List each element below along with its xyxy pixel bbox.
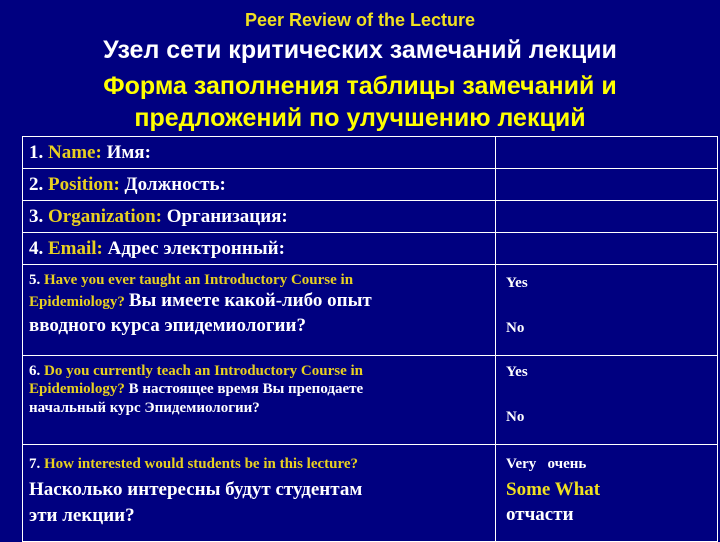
question-ru-line2: начальный курс Эпидемиологии? [29, 400, 260, 416]
field-label-cell [23, 201, 496, 233]
field-label-ru: Организация: [166, 206, 288, 227]
question-cell [23, 265, 496, 356]
answer-some-what[interactable]: Some What [506, 479, 601, 500]
field-label-ru: Должность: [124, 174, 226, 195]
question-number: 7. [29, 456, 41, 472]
field-row-organization [23, 201, 718, 233]
subtitle: Peer Review of the Lecture [244, 10, 476, 30]
answer-no[interactable]: No [506, 409, 525, 425]
field-label-cell [23, 169, 496, 201]
field-label-en: Name: [48, 142, 102, 163]
field-label-en: Email: [48, 238, 103, 259]
field-row-name [23, 137, 718, 169]
field-label-cell [23, 137, 496, 169]
field-label-en: Organization: [48, 206, 162, 227]
question-row-7 [23, 445, 718, 542]
field-label-en: Position: [48, 174, 120, 195]
name-input-cell[interactable] [496, 137, 718, 169]
email-input-cell[interactable] [496, 233, 718, 265]
field-row-email [23, 233, 718, 265]
answer-very-ru[interactable]: очень [547, 456, 587, 472]
title-line-3: предложений по улучшению лекций [134, 104, 586, 132]
question-en-line1: Do you currently teach an Introductory Course in [44, 363, 364, 379]
field-number: 2. [29, 174, 44, 195]
question-en-line2: Epidemiology? [29, 294, 125, 310]
answer-cell [496, 265, 718, 356]
question-cell [23, 445, 496, 542]
answer-cell [496, 445, 718, 542]
title-line-2: Форма заполнения таблицы замечаний и [103, 72, 617, 100]
field-label-ru: Адрес электронный: [107, 238, 285, 259]
answer-yes[interactable]: Yes [506, 364, 528, 380]
title-line-1: Узел сети критических замечаний лекции [103, 36, 617, 64]
review-form-table [22, 136, 718, 542]
question-ru-line1: В настоящее время Вы преподаете [128, 381, 364, 397]
answer-no[interactable]: No [506, 320, 525, 336]
question-row-5 [23, 265, 718, 356]
question-ru-line1: Насколько интересны будут студентам [29, 479, 363, 500]
question-ru-line2: вводного курса эпидемиологии? [29, 315, 306, 336]
answer-cell [496, 356, 718, 445]
question-en-line1: Have you ever taught an Introductory Course in [44, 272, 354, 288]
question-en-line2: Epidemiology? [29, 381, 125, 397]
field-row-position [23, 169, 718, 201]
field-number: 1. [29, 142, 44, 163]
question-cell [23, 356, 496, 445]
question-number: 5. [29, 272, 41, 288]
question-row-6 [23, 356, 718, 445]
field-label-ru: Имя: [106, 142, 151, 163]
field-label-cell [23, 233, 496, 265]
position-input-cell[interactable] [496, 169, 718, 201]
organization-input-cell[interactable] [496, 201, 718, 233]
answer-very[interactable]: Very [506, 456, 537, 472]
question-en-line1: How interested would students be in this lecture? [44, 456, 359, 472]
field-number: 3. [29, 206, 44, 227]
question-number: 6. [29, 363, 41, 379]
question-ru-line1: Вы имеете какой-либо опыт [128, 290, 372, 311]
answer-yes[interactable]: Yes [506, 275, 528, 291]
answer-somewhat-ru[interactable]: отчасти [506, 504, 574, 525]
field-number: 4. [29, 238, 44, 259]
question-ru-line2: эти лекции? [29, 505, 135, 526]
